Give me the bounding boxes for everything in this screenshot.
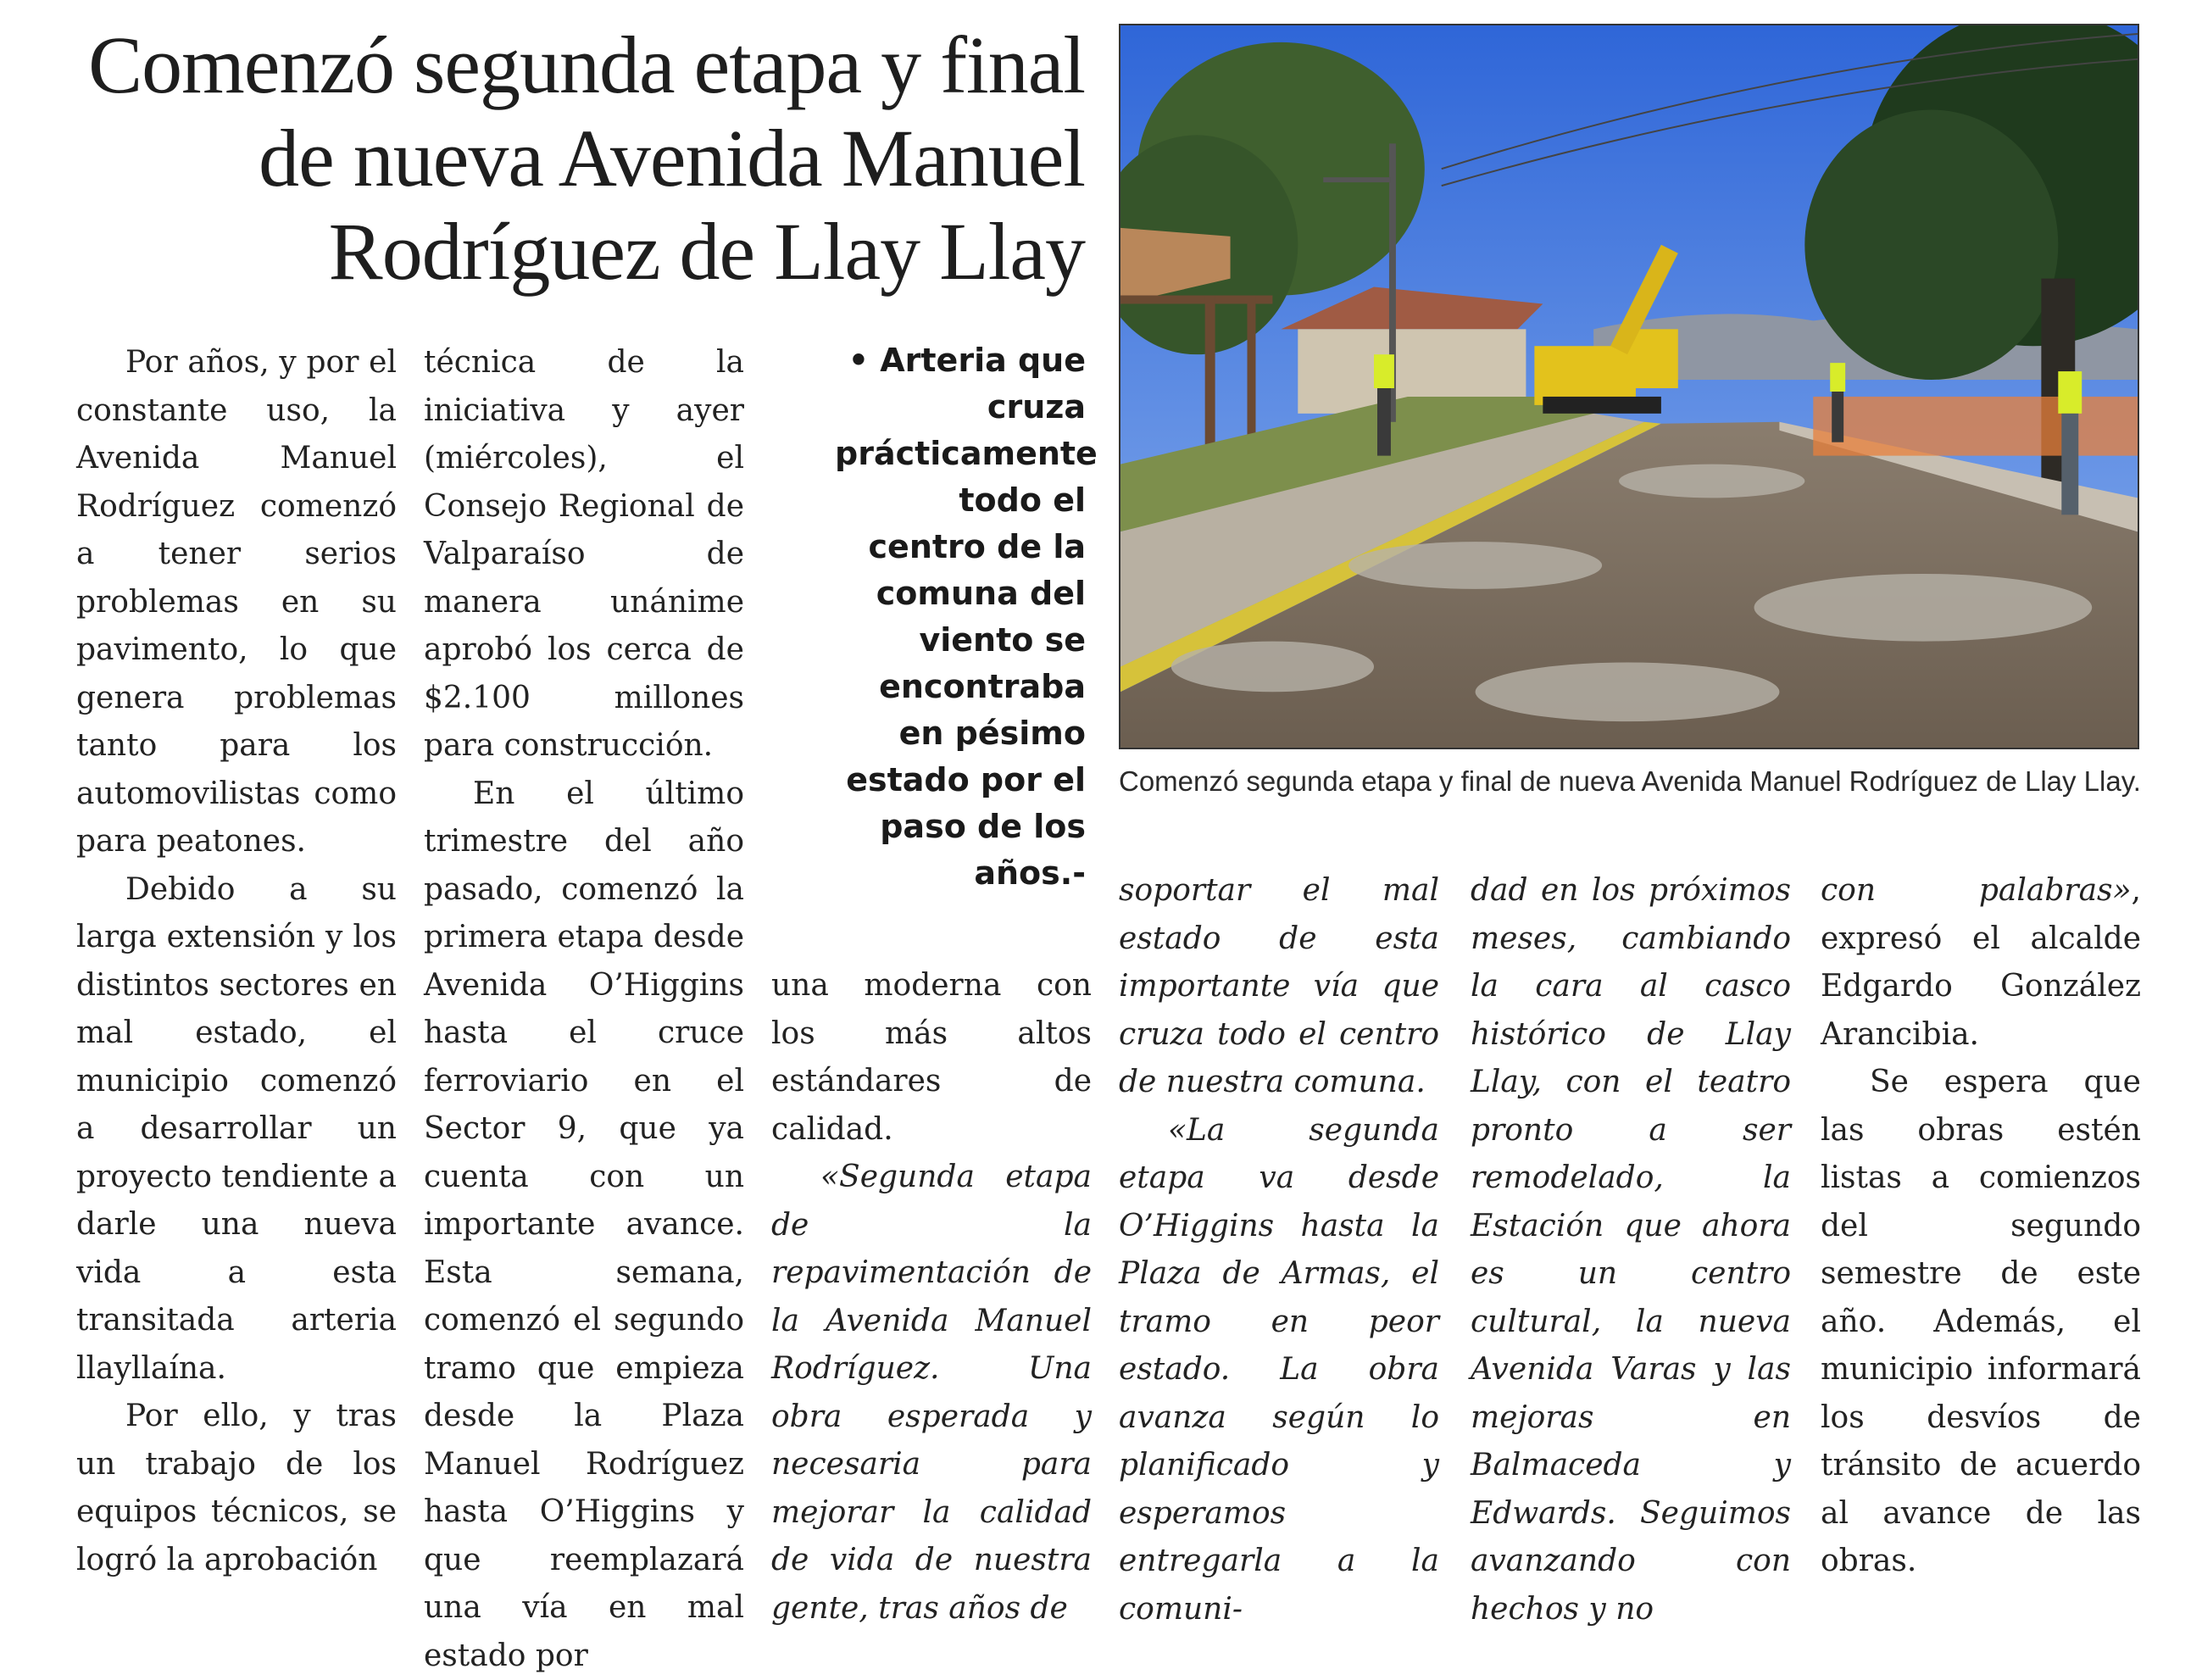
paragraph: En el último trimestre del año pasado, comenzó la primera etapa desde Avenida O’Higgins hasta el cruce ferroviario en el Sector 9, que ya cuenta con un importante avance. Esta semana, comenzó el segundo tramo que empieza desde la Plaza Manuel Rodríguez hasta O’Higgins y que reemplazará una vía en mal estado por: [424, 770, 744, 1680]
body-column-2: [424, 339, 744, 1680]
paragraph: [1821, 867, 2141, 1059]
attribution: , expresó el alcalde Edgardo González Arancibia.: [1821, 873, 2141, 1052]
quote-paragraph: «La segunda etapa va desde O’Higgins hasta la Plaza de Armas, el tramo en peor estado. La obra avanza según lo planificado y esperamos entregarla a la comuni-: [1119, 1107, 1439, 1634]
article-headline: [76, 19, 1085, 298]
paragraph: Se espera que las obras estén listas a comienzos del segundo semestre de este año. Además, el municipio informará los desvíos de tránsito de acuerdo al avance de las obras.: [1821, 1059, 2141, 1586]
quote-paragraph: soportar el mal estado de esta importante vía que cruza todo el centro de nuestra comuna.: [1119, 867, 1439, 1107]
headline-line-3: Rodríguez de Llay Llay: [76, 205, 1085, 298]
body-column-6: [1821, 867, 2141, 1586]
paragraph: una moderna con los más altos estándares de calidad.: [771, 962, 1092, 1154]
paragraph: Debido a su larga extensión y los distintos sectores en mal estado, el municipio comenzó a desarrollar un proyecto tendiente a darle una nueva vida a esta transitada arteria llayllaína.: [76, 866, 397, 1394]
body-column-1: [76, 339, 397, 1584]
paragraph: Por años, y por el constante uso, la Avenida Manuel Rodríguez comenzó a tener serios problemas en su pavimento, lo que genera problemas tanto para los automovilistas como para peatones.: [76, 339, 397, 866]
pull-quote: • Arteria que cruza prácticamente todo el centro de la comuna del viento se encontraba en pésimo estado por el paso de los años.-: [835, 337, 1086, 897]
photo-caption: Comenzó segunda etapa y final de nueva Avenida Manuel Rodríguez de Llay Llay.: [1119, 761, 2144, 802]
headline-line-1: Comenzó segunda etapa y final: [76, 19, 1085, 112]
road-works-photo: [1120, 25, 2138, 748]
quote-paragraph: «Segunda etapa de la repavimentación de la Avenida Manuel Rodríguez. Una obra esperada y necesaria para mejorar la calidad de vida de nuestra gente, tras años de: [771, 1154, 1092, 1633]
quote-end: con palabras»: [1821, 873, 2132, 908]
headline-line-2: de nueva Avenida Manuel: [76, 112, 1085, 205]
paragraph: técnica de la iniciativa y ayer (miércoles), el Consejo Regional de Valparaíso de manera unánime aprobó los cerca de $2.100 millones para construcción.: [424, 339, 744, 770]
quote-paragraph: dad en los próximos meses, cambiando la cara al casco histórico de Llay Llay, con el teatro pronto a ser remodelado, la Estación que ahora es un centro cultural, la nueva Avenida Varas y las mejoras en Balmaceda y Edwards. Seguimos avanzando con hechos y no: [1471, 867, 1791, 1633]
body-column-5: [1471, 867, 1791, 1633]
body-column-3: [771, 962, 1092, 1633]
body-column-4: [1119, 867, 1439, 1633]
paragraph: Por ello, y tras un trabajo de los equipos técnicos, se logró la aprobación: [76, 1393, 397, 1584]
article-photo: [1119, 24, 2139, 749]
